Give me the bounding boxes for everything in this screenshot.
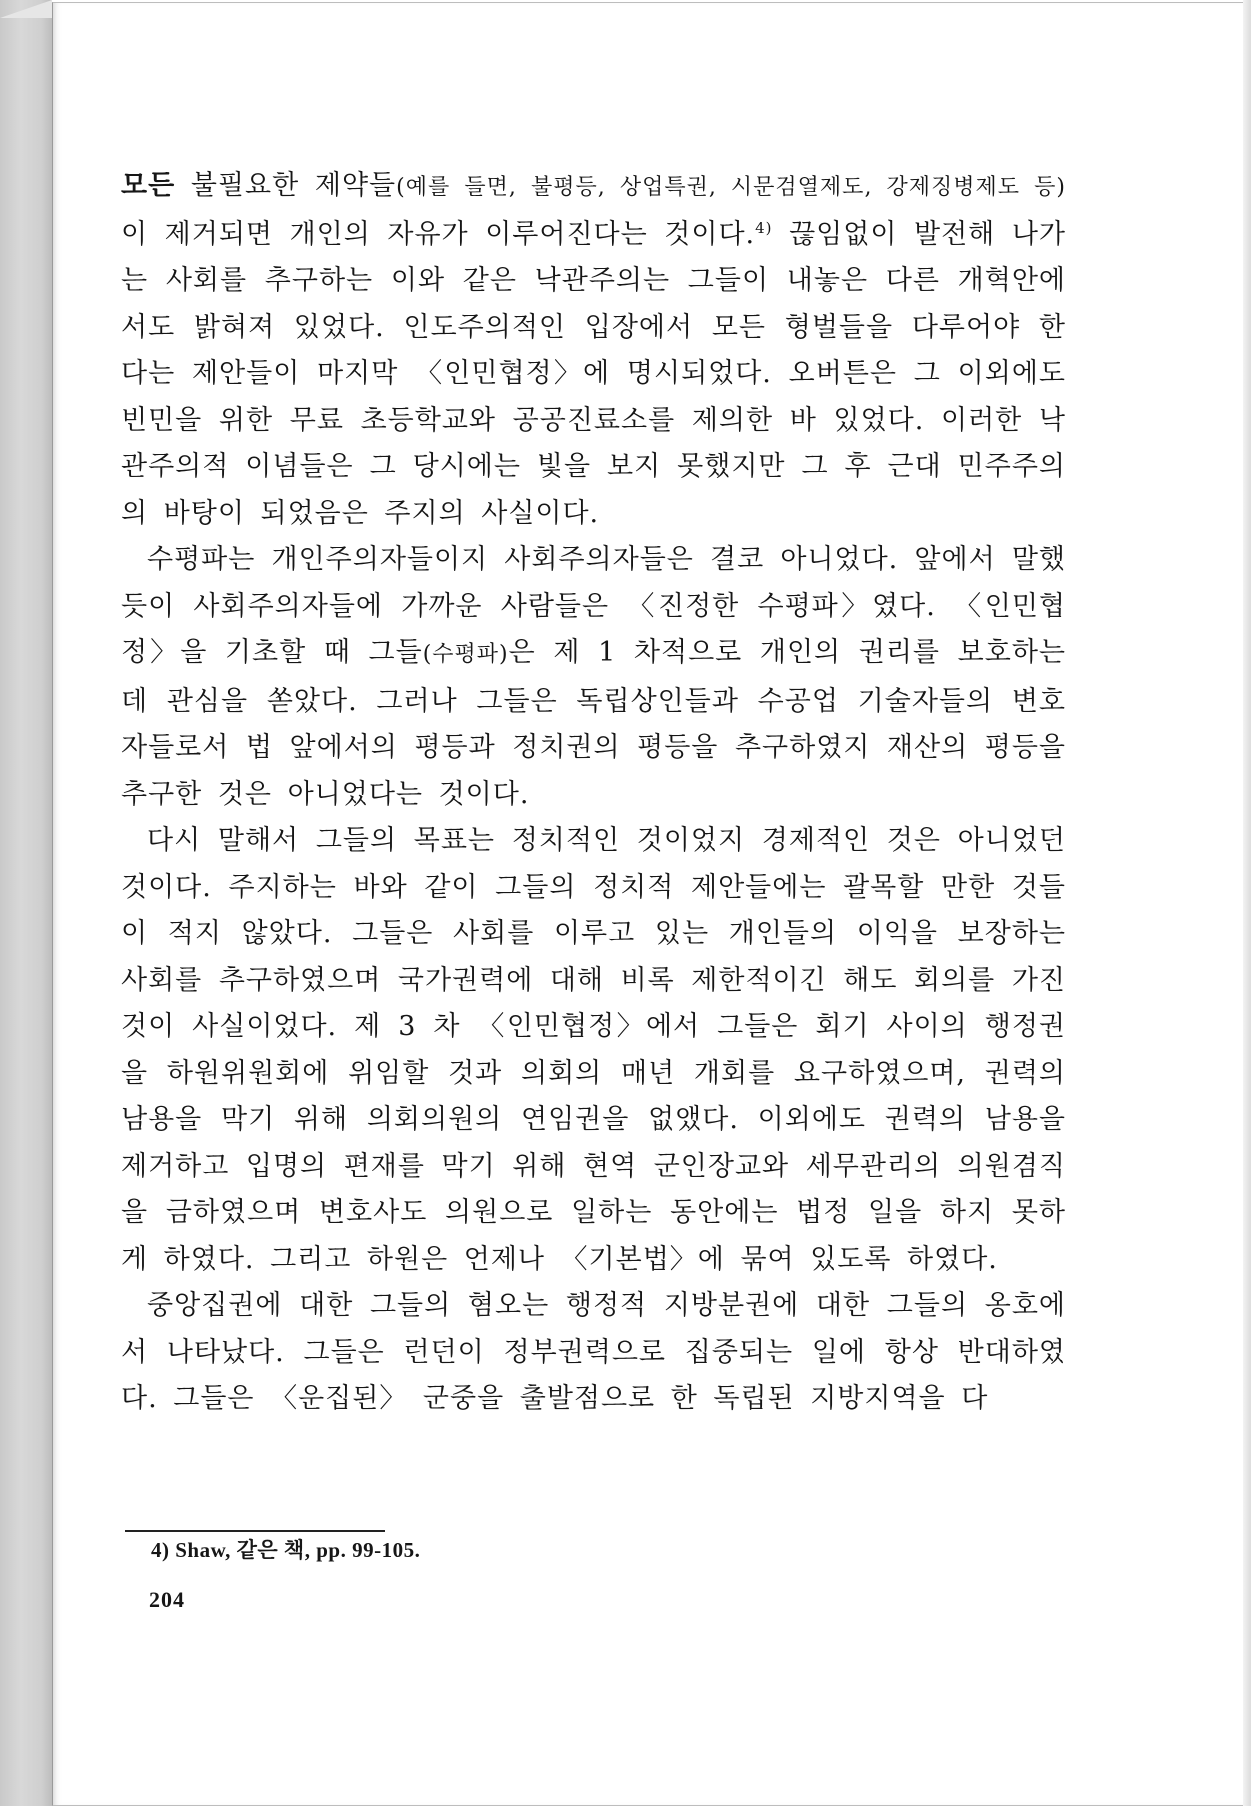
page-edge xyxy=(1243,0,1251,1806)
book-spine-top xyxy=(0,0,52,18)
paragraph-4: 중앙집권에 대한 그들의 혐오는 행정적 지방분권에 대한 그들의 옹호에서 나타났다. 그들은 런던이 정부권력으로 집중되는 일에 항상 반대하였다. 그들은 〈운집된〉 군중을 출발점으로 한 독립된 지방지역을 다 xyxy=(121,1290,1066,1414)
page-number: 204 xyxy=(149,1587,185,1612)
paragraph-1-text-c: 끊임없이 발전해 나가는 사회를 추구하는 이와 같은 낙관주의는 그들이 내놓은 다른 개혁안에서도 밝혀져 있었다. 인도주의적인 입장에서 모든 형벌들을 다루어야 한다는 제안들이 마지막 〈인민협정〉에 명시되었다. 오버튼은 그 이외에도 빈민을 위한 무료 초등학교와 공공진료소를 제의한 바 있었다. 이러한 낙관주의적 이념들은 그 당시에는 빛을 보지 못했지만 그 후 근대 민주주의의 바탕이 되었음은 주지의 사실이다. xyxy=(121,218,1066,529)
paragraph-2 xyxy=(121,537,1066,818)
paragraph-1-parenthetical: (예를 들면, 불평등, 상업특권, 시문검열제도, 강제징병제도 등) xyxy=(396,175,1066,200)
footnote: 4) Shaw, 같은 책, pp. 99-105. xyxy=(151,1538,421,1562)
book-spine xyxy=(0,0,52,1806)
body-text xyxy=(121,163,1066,1423)
paragraph-1-text-b: 이 제거되면 개인의 자유가 이루어진다는 것이다. xyxy=(121,218,756,250)
book-page xyxy=(52,2,1250,1806)
paragraph-3: 다시 말해서 그들의 목표는 정치적인 것이었지 경제적인 것은 아니었던 것이다. 주지하는 바와 같이 그들의 정치적 제안들에는 괄목할 만한 것들이 적지 않았다. 그들은 사회를 이루고 있는 개인들의 이익을 보장하는 사회를 추구하였으며 국가권력에 대해 비록 제한적이긴 해도 회의를 가진 것이 사실이었다. 제 3 차 〈인민협정〉에서 그들은 회기 사이의 행정권을 하원위원회에 위임할 것과 의회의 매년 개회를 요구하였으며, 권력의 남용을 막기 위해 의회의원의 연임권을 없앴다. 이외에도 권력의 남용을 제거하고 입명의 편재를 막기 위해 현역 군인장교와 세무관리의 의원겸직을 금하였으며 변호사도 의원으로 일하는 동안에는 법정 일을 하지 못하게 하였다. 그리고 하원은 언제나 〈기본법〉에 묶여 있도록 하였다. xyxy=(121,825,1066,1275)
paragraph-2-text-b: 은 제 1 차적으로 개인의 권리를 보호하는 데 관심을 쏟았다. 그러나 그들은 독립상인들과 수공업 기술자들의 변호자들로서 법 앞에서의 평등과 정치권의 평등을 추구하였지 재산의 평등을 추구한 것은 아니었다는 것이다. xyxy=(121,637,1066,810)
paragraph-2-text-a: 수평파는 개인주의자들이지 사회주의자들은 결코 아니었다. 앞에서 말했듯이 사회주의자들에 가까운 사람들은 〈진정한 수평파〉였다. 〈인민협정〉을 기초할 때 그들 xyxy=(121,544,1066,668)
footnote-reference: 4) xyxy=(755,218,773,237)
paragraph-1-text-a: 불필요한 제약들 xyxy=(175,170,397,201)
paragraph-1 xyxy=(121,163,1066,537)
paragraph-1-lead: 모든 xyxy=(121,170,176,201)
footnote-divider xyxy=(125,1530,385,1532)
paragraph-2-parenthetical: (수평파) xyxy=(422,642,509,667)
